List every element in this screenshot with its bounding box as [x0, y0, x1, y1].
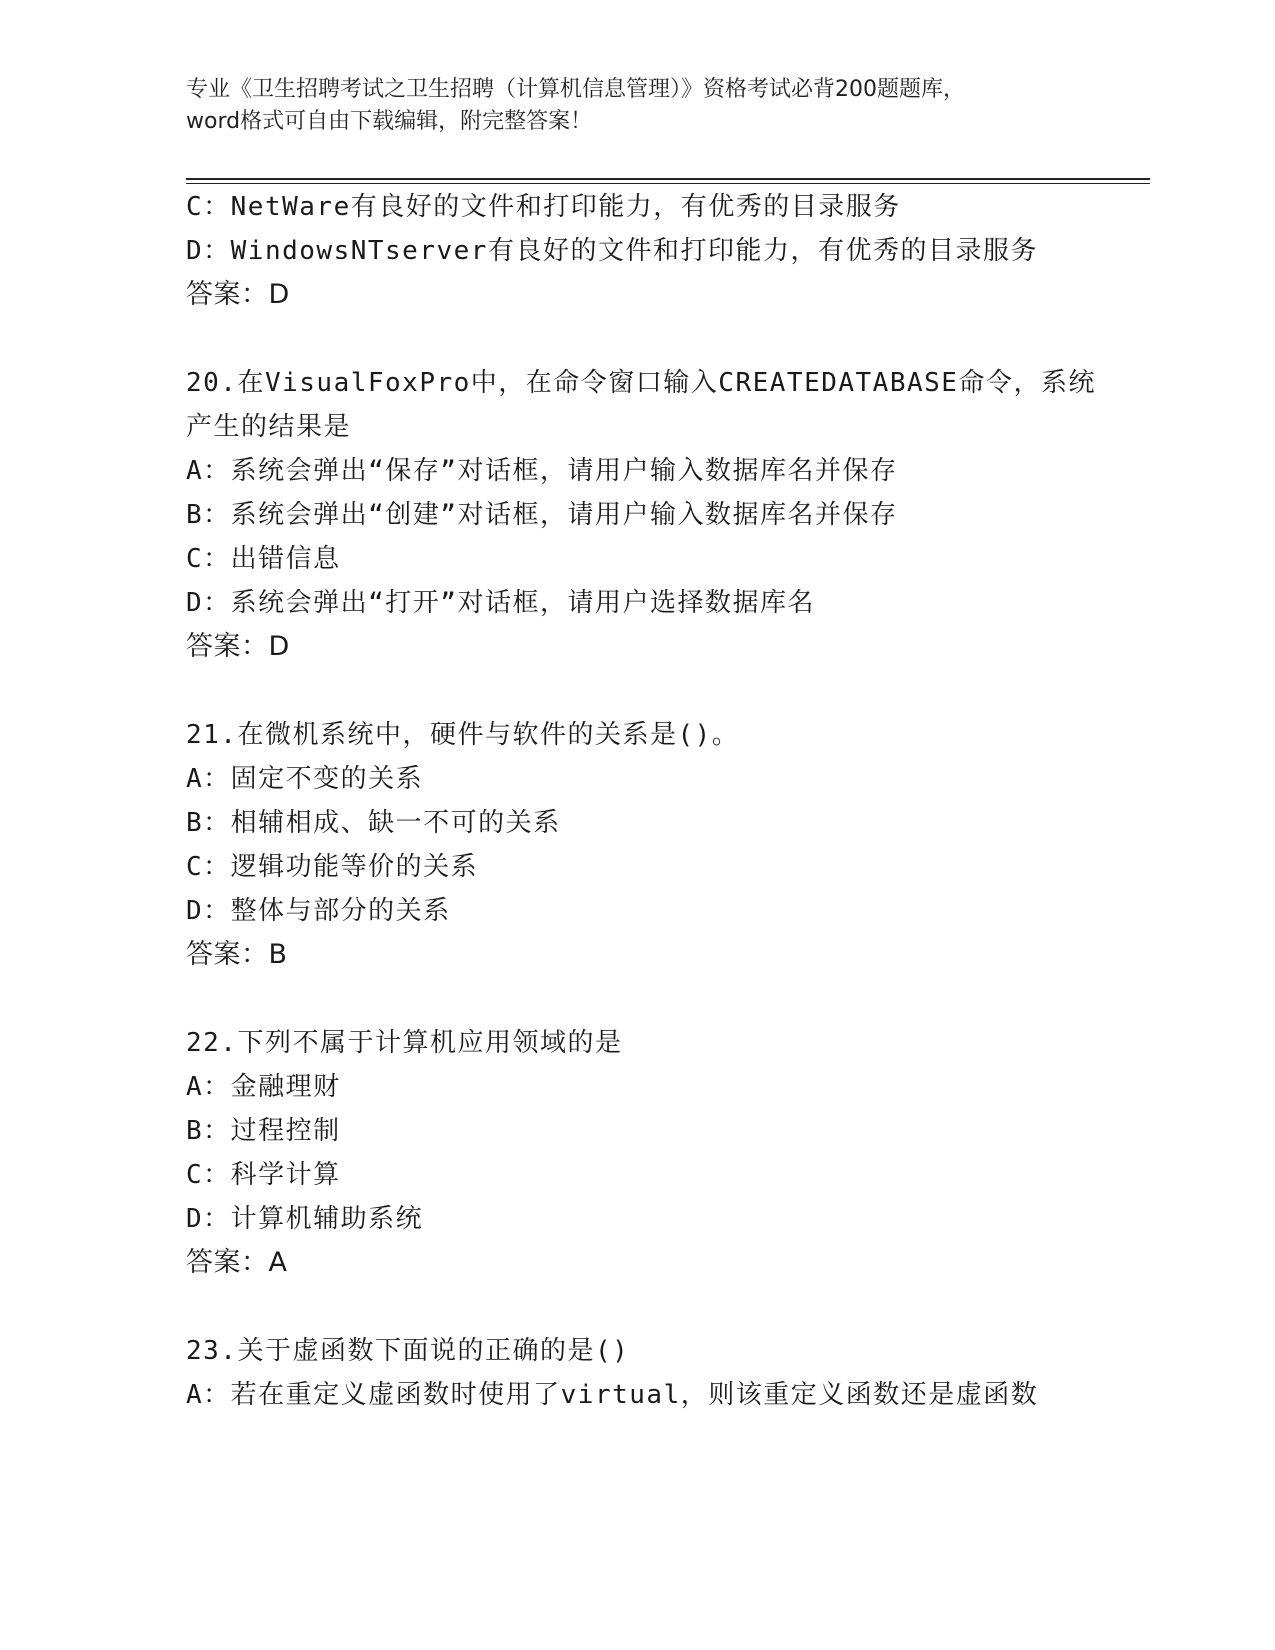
- q22-option-c: C：科学计算: [186, 1160, 341, 1190]
- q20-stem-line-2: 产生的结果是: [186, 412, 352, 442]
- q20-answer: 答案：D: [186, 631, 290, 662]
- q21-option-d: D：整体与部分的关系: [186, 896, 451, 926]
- q19-option-c: C：NetWare有良好的文件和打印能力，有优秀的目录服务: [186, 192, 901, 222]
- q23-stem: 23.关于虚函数下面说的正确的是(): [186, 1336, 630, 1366]
- header-divider-thick: [186, 178, 1150, 180]
- q19-answer: 答案：D: [186, 279, 290, 310]
- q20-option-a: A：系统会弹出“保存”对话框，请用户输入数据库名并保存: [186, 456, 898, 486]
- q22-answer: 答案：A: [186, 1247, 288, 1278]
- q20-option-b: B：系统会弹出“创建”对话框，请用户输入数据库名并保存: [186, 500, 898, 530]
- header-title-line-2: word格式可自由下载编辑，附完整答案！: [186, 109, 593, 134]
- q21-option-c: C：逻辑功能等价的关系: [186, 852, 479, 882]
- q20-stem-line-1: 20.在VisualFoxPro中，在命令窗口输入CREATEDATABASE命令，系统: [186, 368, 1096, 398]
- q22-option-d: D：计算机辅助系统: [186, 1204, 424, 1234]
- q22-stem: 22.下列不属于计算机应用领域的是: [186, 1028, 623, 1058]
- document-header: [186, 74, 1086, 138]
- header-title-line-1: 专业《卫生招聘考试之卫生招聘（计算机信息管理）》资格考试必背200题题库，: [186, 77, 965, 102]
- q21-stem: 21.在微机系统中，硬件与软件的关系是()。: [186, 720, 740, 750]
- q20-option-d: D：系统会弹出“打开”对话框，请用户选择数据库名: [186, 588, 815, 618]
- q23-option-a: A：若在重定义虚函数时使用了virtual，则该重定义函数还是虚函数: [186, 1380, 1039, 1410]
- q22-option-a: A：金融理财: [186, 1072, 341, 1102]
- header-divider-thin: [186, 183, 1150, 184]
- q21-option-a: A：固定不变的关系: [186, 764, 424, 794]
- q21-answer: 答案：B: [186, 939, 288, 970]
- q21-option-b: B：相辅相成、缺一不可的关系: [186, 808, 561, 838]
- q20-option-c: C：出错信息: [186, 544, 341, 574]
- q19-option-d: D：WindowsNTserver有良好的文件和打印能力，有优秀的目录服务: [186, 236, 1038, 266]
- q22-option-b: B：过程控制: [186, 1116, 341, 1146]
